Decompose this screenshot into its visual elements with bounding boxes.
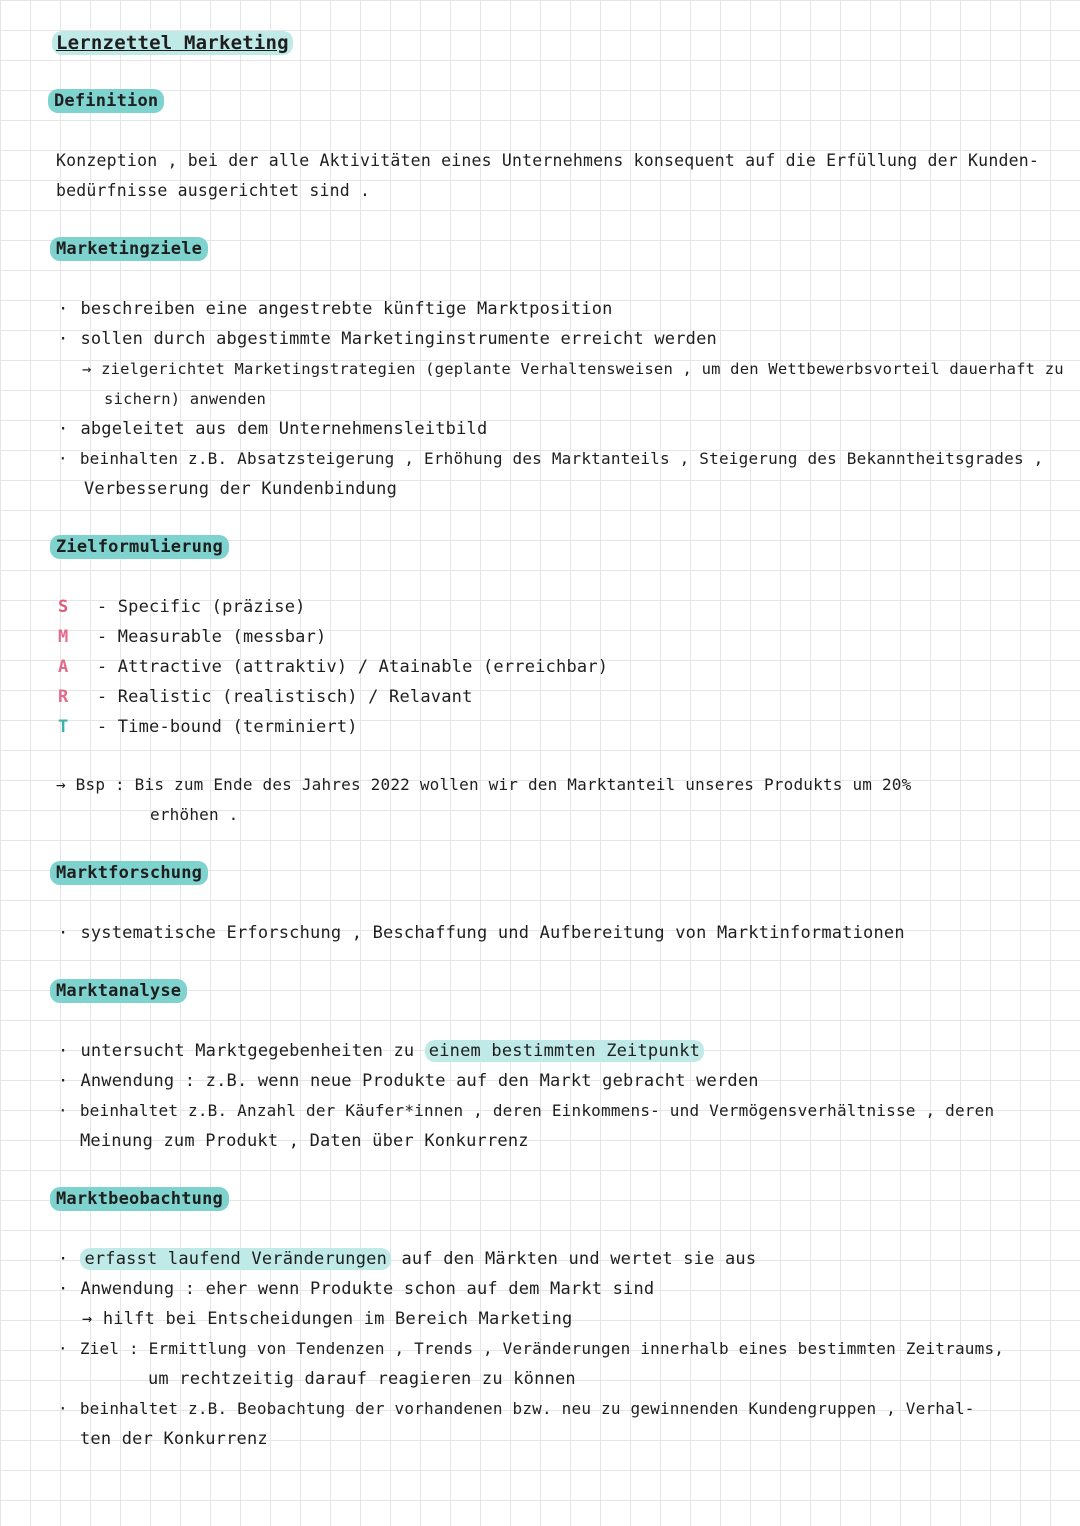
smart-row-m — [58, 626, 326, 648]
marketingziele-bullet-1 — [58, 298, 613, 320]
smart-text: - Realistic (realistisch) / Relavant — [96, 687, 473, 707]
marketingziele-bullet-3 — [58, 418, 487, 440]
smart-letter: A — [58, 657, 69, 677]
smart-text: - Attractive (attraktiv) / Atainable (erreichbar) — [96, 657, 609, 677]
marktanalyse-heading-text: Marktanalyse — [50, 979, 187, 1003]
marktanalyse-heading — [50, 980, 187, 1002]
bullet-dot: · — [58, 449, 68, 468]
marketingziele-bullet-4 — [58, 448, 1043, 470]
bullet-dot: · — [58, 1101, 68, 1120]
smart-row-s — [58, 596, 306, 618]
bullet-text: beinhaltet z.B. Beobachtung der vorhandenen bzw. neu zu gewinnenden Kundengruppen , Verhal- — [79, 1399, 975, 1418]
marketingziele-sub-1: → zielgerichtet Marketingstrategien (geplante Verhaltensweisen , um den Wettbewerbsvorteil dauerhaft zu — [82, 360, 1064, 378]
marktforschung-bullet-1 — [58, 922, 905, 944]
marktanalyse-bullet-2 — [58, 1070, 759, 1092]
bullet-text: systematische Erforschung , Beschaffung und Aufbereitung von Marktinformationen — [80, 923, 905, 943]
bullet-text: beinhalten z.B. Absatzsteigerung , Erhöhung des Marktanteils , Steigerung des Bekanntheitsgrades , — [79, 449, 1044, 468]
page-title — [52, 32, 293, 54]
example-line1: → Bsp : Bis zum Ende des Jahres 2022 wollen wir den Marktanteil unseres Produkts um 20% — [56, 775, 912, 794]
bullet-dot: · — [58, 1339, 68, 1358]
smart-row-a — [58, 656, 608, 678]
bullet-text: beinhaltet z.B. Anzahl der Käufer*innen , deren Einkommens- und Vermögensverhältnisse , deren — [79, 1101, 995, 1120]
smart-text: - Specific (präzise) — [96, 597, 306, 617]
bullet-text: sollen durch abgestimmte Marketinginstrumente erreicht werden — [80, 329, 717, 349]
smart-row-t — [58, 716, 358, 738]
marktbeobachtung-bullet-1 — [58, 1248, 756, 1270]
marktbeobachtung-bullet-3-cont: um rechtzeitig darauf reagieren zu können — [148, 1369, 576, 1389]
marktforschung-heading-text: Marktforschung — [50, 861, 208, 885]
bullet-text: Anwendung : z.B. wenn neue Produkte auf den Markt gebracht werden — [80, 1071, 759, 1091]
marketingziele-heading-text: Marketingziele — [50, 237, 208, 261]
marketingziele-bullet-2 — [58, 328, 717, 350]
definition-heading — [48, 90, 164, 112]
example-line2: erhöhen . — [150, 805, 239, 824]
bullet-text: auf den Märkten und wertet sie aus — [401, 1249, 757, 1269]
bullet-dot: · — [58, 329, 69, 349]
definition-text-line1: Konzeption , bei der alle Aktivitäten eines Unternehmens konsequent auf die Erfüllung der Kunden- — [56, 151, 1039, 170]
definition-text-line2: bedürfnisse ausgerichtet sind . — [56, 181, 371, 200]
smart-text: - Measurable (messbar) — [96, 627, 327, 647]
bullet-text: Ziel : Ermittlung von Tendenzen , Trends , Veränderungen innerhalb eines bestimmten Zeitraums, — [79, 1339, 1005, 1358]
marktbeobachtung-bullet-4 — [58, 1398, 975, 1420]
zielformulierung-heading — [50, 536, 229, 558]
marketingziele-sub-2: sichern) anwenden — [104, 390, 267, 408]
smart-text: - Time-bound (terminiert) — [96, 717, 358, 737]
marktanalyse-bullet-3 — [58, 1100, 994, 1122]
bullet-dot: · — [58, 419, 69, 439]
definition-heading-text: Definition — [48, 89, 164, 113]
smart-letter: T — [58, 717, 69, 737]
marktbeobachtung-sub: → hilft bei Entscheidungen im Bereich Marketing — [82, 1309, 573, 1329]
marktanalyse-bullet-3-cont: Meinung zum Produkt , Daten über Konkurrenz — [80, 1131, 529, 1151]
marktbeobachtung-heading — [50, 1188, 229, 1210]
marktbeobachtung-bullet-4-cont: ten der Konkurrenz — [80, 1429, 268, 1449]
highlight-text: erfasst laufend Veränderungen — [80, 1248, 391, 1270]
bullet-text: untersucht Marktgegebenheiten zu — [80, 1041, 415, 1061]
smart-row-r — [58, 686, 473, 708]
bullet-dot: · — [58, 1249, 69, 1269]
smart-letter: R — [58, 687, 69, 707]
marktbeobachtung-heading-text: Marktbeobachtung — [50, 1187, 229, 1211]
bullet-text: Anwendung : eher wenn Produkte schon auf dem Markt sind — [80, 1279, 655, 1299]
marktanalyse-bullet-1 — [58, 1040, 704, 1062]
smart-letter: M — [58, 627, 69, 647]
zielformulierung-heading-text: Zielformulierung — [50, 535, 229, 559]
marktforschung-heading — [50, 862, 208, 884]
marktbeobachtung-bullet-2 — [58, 1278, 654, 1300]
bullet-dot: · — [58, 1399, 68, 1418]
page-title-text: Lernzettel Marketing — [52, 31, 293, 55]
bullet-dot: · — [58, 1071, 69, 1091]
bullet-dot: · — [58, 923, 69, 943]
highlight-text: einem bestimmten Zeitpunkt — [425, 1040, 704, 1062]
bullet-dot: · — [58, 1279, 69, 1299]
marketingziele-heading — [50, 238, 208, 260]
bullet-dot: · — [58, 299, 69, 319]
bullet-text: abgeleitet aus dem Unternehmensleitbild — [80, 419, 488, 439]
bullet-dot: · — [58, 1041, 69, 1061]
marketingziele-bullet-4-cont: Verbesserung der Kundenbindung — [84, 479, 398, 499]
smart-letter: S — [58, 597, 69, 617]
bullet-text: beschreiben eine angestrebte künftige Marktposition — [80, 299, 613, 319]
marktbeobachtung-bullet-3 — [58, 1338, 1004, 1360]
